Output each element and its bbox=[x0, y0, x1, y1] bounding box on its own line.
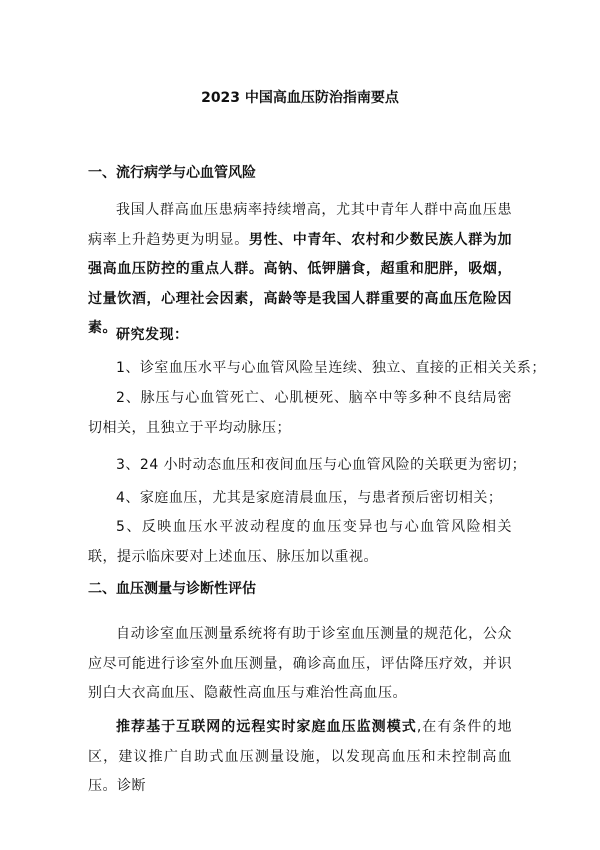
finding-3: 3、24 小时动态血压和夜间血压与心血管风险的关联更为密切； bbox=[116, 457, 527, 473]
finding-1: 1、诊室血压水平与心血管风险呈连续、独立、直接的正相关关系； bbox=[116, 360, 546, 376]
section-1-paragraph-bold: 男性、中青年、农村和少数民族人群为加强高血压防控的重点人群。高钠、低钾膳食，超重和肥胖，吸烟，过量饮酒，心理社会因素，高龄等是我国人群重要的高血压危险因素。 bbox=[88, 231, 512, 336]
finding-5: 5、反映血压水平波动程度的血压变异也与心血管风险相关联，提示临床要对上述血压、脉压加以重视。 bbox=[88, 519, 512, 565]
section-1-heading: 一、流行病学与心血管风险 bbox=[88, 165, 256, 181]
section-1-paragraph-normal: 我国人群高血压患病率持续增高，尤其中青年人群中高血压患病率上升趋势更为明显。 bbox=[88, 202, 512, 248]
section-1-paragraph bbox=[88, 196, 512, 344]
finding-4: 4、家庭血压，尤其是家庭清晨血压，与患者预后密切相关； bbox=[116, 490, 503, 506]
section-2-paragraph-2-normal: ,在有条件的地区，建议推广自助式血压测量设施，以发现高血压和未控制高血压。诊断 bbox=[88, 719, 513, 794]
section-2-paragraph-2 bbox=[88, 713, 512, 802]
section-2-heading: 二、血压测量与诊断性评估 bbox=[88, 581, 256, 597]
section-2-paragraph-2-bold: 推荐基于互联网的远程实时家庭血压监测模式 bbox=[116, 719, 417, 735]
finding-2: 2、脉压与心血管死亡、心肌梗死、脑卒中等多种不良结局密切相关，且独立于平均动脉压； bbox=[88, 390, 512, 436]
section-2-paragraph-1: 自动诊室血压测量系统将有助于诊室血压测量的规范化，公众应尽可能进行诊室外血压测量，确诊高血压，评估降压疗效，并识别白大衣高血压、隐蔽性高血压与难治性高血压。 bbox=[88, 626, 512, 701]
document-title: 2023 中国高血压防治指南要点 bbox=[201, 90, 399, 106]
research-findings-label: 研究发现： bbox=[116, 327, 189, 343]
